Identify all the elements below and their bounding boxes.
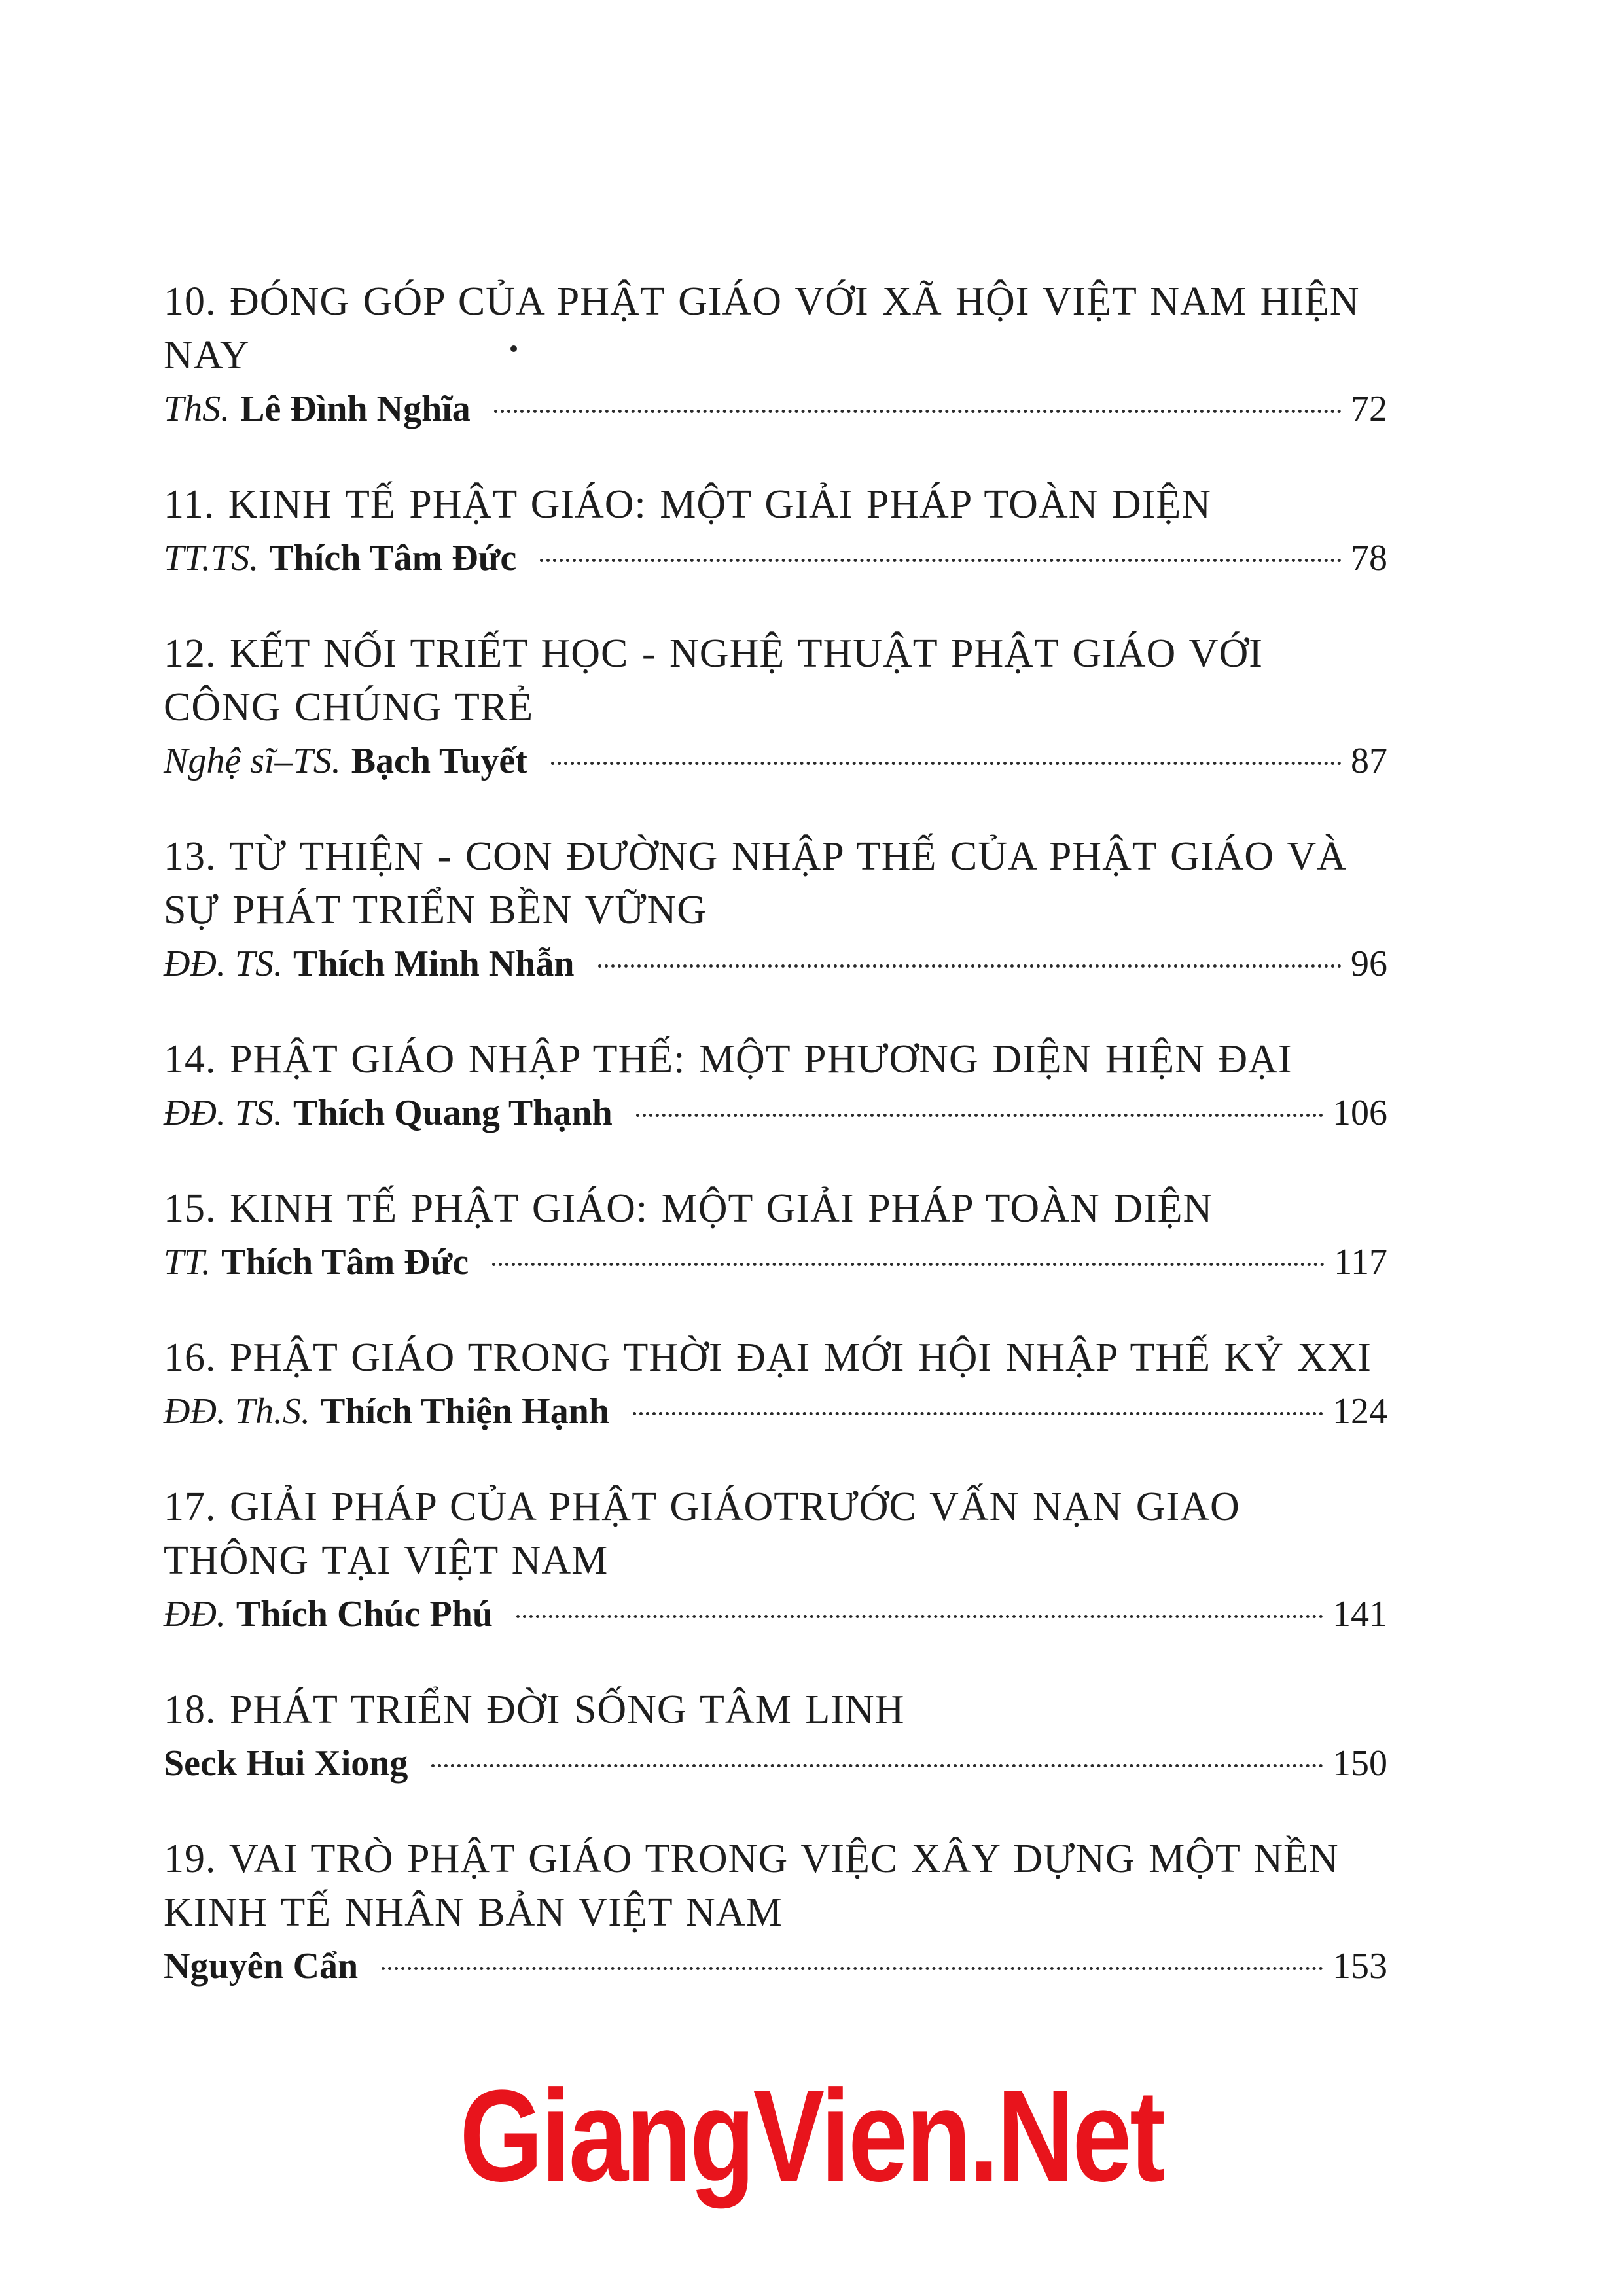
toc-entry-title bbox=[164, 1683, 1387, 1737]
dot-leader bbox=[551, 762, 1342, 765]
toc-entry-title-text: TỪ THIỆN - CON ĐƯỜNG NHẬP THẾ CỦA PHẬT GIÁO VÀ SỰ PHÁT TRIỂN BỀN VỮNG bbox=[164, 834, 1347, 932]
toc-author-line bbox=[164, 735, 1387, 786]
author-prefix: Nghệ sĩ–TS. bbox=[164, 741, 341, 781]
toc-author-line bbox=[164, 1941, 1387, 1992]
table-of-contents bbox=[164, 275, 1387, 2035]
toc-entry bbox=[164, 830, 1387, 989]
page-number: 141 bbox=[1332, 1594, 1387, 1634]
dot-leader bbox=[540, 559, 1342, 562]
toc-entry-number: 13. bbox=[164, 834, 217, 879]
toc-entry-title-text: VAI TRÒ PHẬT GIÁO TRONG VIỆC XÂY DỰNG MỘT NỀN KINH TẾ NHÂN BẢN VIỆT NAM bbox=[164, 1837, 1339, 1935]
toc-entry-title bbox=[164, 1182, 1387, 1235]
page-number: 96 bbox=[1351, 944, 1387, 984]
toc-entry-title bbox=[164, 1331, 1387, 1385]
page-number: 87 bbox=[1351, 741, 1387, 781]
dot-leader bbox=[633, 1412, 1323, 1415]
toc-author-line bbox=[164, 533, 1387, 584]
dot-leader bbox=[636, 1114, 1323, 1117]
toc-entry-title-text: KẾT NỐI TRIẾT HỌC - NGHỆ THUẬT PHẬT GIÁO VỚI CÔNG CHÚNG TRẺ bbox=[164, 631, 1263, 730]
toc-author-line bbox=[164, 1738, 1387, 1789]
author-name: Thích Chúc Phú bbox=[236, 1594, 493, 1634]
toc-entry bbox=[164, 1033, 1387, 1139]
page-number: 124 bbox=[1332, 1391, 1387, 1432]
page-number: 106 bbox=[1332, 1093, 1387, 1133]
toc-entry bbox=[164, 275, 1387, 434]
page-number: 78 bbox=[1351, 538, 1387, 578]
toc-entry bbox=[164, 478, 1387, 584]
toc-author-line bbox=[164, 1237, 1387, 1288]
toc-entry-title-text: KINH TẾ PHẬT GIÁO: MỘT GIẢI PHÁP TOÀN DIỆN bbox=[228, 482, 1212, 527]
toc-entry bbox=[164, 627, 1387, 786]
toc-entry bbox=[164, 1480, 1387, 1640]
author-name: Thích Thiện Hạnh bbox=[321, 1391, 609, 1432]
author-prefix: ĐĐ. bbox=[164, 1594, 226, 1634]
toc-author-line bbox=[164, 1589, 1387, 1640]
author-prefix: TT.TS. bbox=[164, 538, 259, 578]
page-number: 153 bbox=[1332, 1946, 1387, 1987]
toc-entry-number: 19. bbox=[164, 1837, 217, 1881]
dot-leader bbox=[494, 410, 1342, 413]
toc-entry-title-text: ĐÓNG GÓP CỦA PHẬT GIÁO VỚI XÃ HỘI VIỆT NAM HIỆN NAY bbox=[164, 279, 1360, 378]
author-prefix: ThS. bbox=[164, 389, 230, 429]
author-name: Lê Đình Nghĩa bbox=[240, 389, 471, 429]
dot-leader bbox=[492, 1263, 1325, 1266]
author-name: Seck Hui Xiong bbox=[164, 1743, 408, 1784]
dot-leader bbox=[516, 1615, 1323, 1618]
toc-entry-number: 12. bbox=[164, 631, 217, 676]
author-name: Thích Tâm Đức bbox=[269, 538, 517, 578]
toc-entry bbox=[164, 1832, 1387, 1992]
dot-leader bbox=[598, 964, 1342, 968]
author-name: Thích Minh Nhẫn bbox=[293, 944, 575, 984]
toc-entry-title-text: KINH TẾ PHẬT GIÁO: MỘT GIẢI PHÁP TOÀN DIỆN bbox=[230, 1186, 1213, 1231]
author-name: Thích Tâm Đức bbox=[221, 1242, 469, 1282]
author-name: Nguyên Cẩn bbox=[164, 1946, 359, 1987]
toc-entry bbox=[164, 1683, 1387, 1789]
author-prefix: TT. bbox=[164, 1242, 211, 1282]
author-prefix: ĐĐ. Th.S. bbox=[164, 1391, 311, 1432]
toc-author-line bbox=[164, 938, 1387, 989]
author-name: Thích Quang Thạnh bbox=[293, 1093, 613, 1133]
toc-entry-number: 17. bbox=[164, 1485, 217, 1529]
toc-entry-title bbox=[164, 627, 1387, 734]
toc-entry-title-text: PHẬT GIÁO TRONG THỜI ĐẠI MỚI HỘI NHẬP THẾ KỶ XXI bbox=[230, 1335, 1372, 1380]
toc-entry-number: 10. bbox=[164, 279, 217, 324]
toc-entry-number: 15. bbox=[164, 1186, 217, 1231]
toc-entry-number: 16. bbox=[164, 1335, 217, 1380]
page-number: 150 bbox=[1332, 1743, 1387, 1784]
toc-entry bbox=[164, 1182, 1387, 1288]
toc-entry-title bbox=[164, 275, 1387, 382]
toc-entry-title bbox=[164, 1832, 1387, 1939]
toc-entry-number: 18. bbox=[164, 1687, 217, 1732]
toc-entry-title bbox=[164, 830, 1387, 937]
toc-author-line bbox=[164, 1087, 1387, 1139]
toc-entry-title bbox=[164, 478, 1387, 531]
dot-leader bbox=[431, 1764, 1323, 1767]
toc-entry-title bbox=[164, 1480, 1387, 1587]
toc-author-line bbox=[164, 383, 1387, 434]
toc-entry bbox=[164, 1331, 1387, 1437]
dot-leader bbox=[382, 1967, 1323, 1970]
page-number: 72 bbox=[1351, 389, 1387, 429]
toc-entry-number: 14. bbox=[164, 1037, 217, 1082]
toc-entry-title-text: PHÁT TRIỂN ĐỜI SỐNG TÂM LINH bbox=[230, 1687, 905, 1732]
author-prefix: ĐĐ. TS. bbox=[164, 944, 283, 984]
author-name: Bạch Tuyết bbox=[351, 741, 527, 781]
watermark-logo: GiangVien.Net bbox=[459, 2063, 1164, 2209]
toc-entry-title-text: GIẢI PHÁP CỦA PHẬT GIÁOTRƯỚC VẤN NẠN GIAO THÔNG TẠI VIỆT NAM bbox=[164, 1485, 1240, 1583]
toc-entry-number: 11. bbox=[164, 482, 215, 527]
page-number: 117 bbox=[1334, 1242, 1387, 1282]
author-prefix: ĐĐ. TS. bbox=[164, 1093, 283, 1133]
toc-entry-title bbox=[164, 1033, 1387, 1086]
toc-author-line bbox=[164, 1386, 1387, 1437]
toc-entry-title-text: PHẬT GIÁO NHẬP THẾ: MỘT PHƯƠNG DIỆN HIỆN ĐẠI bbox=[230, 1037, 1293, 1082]
